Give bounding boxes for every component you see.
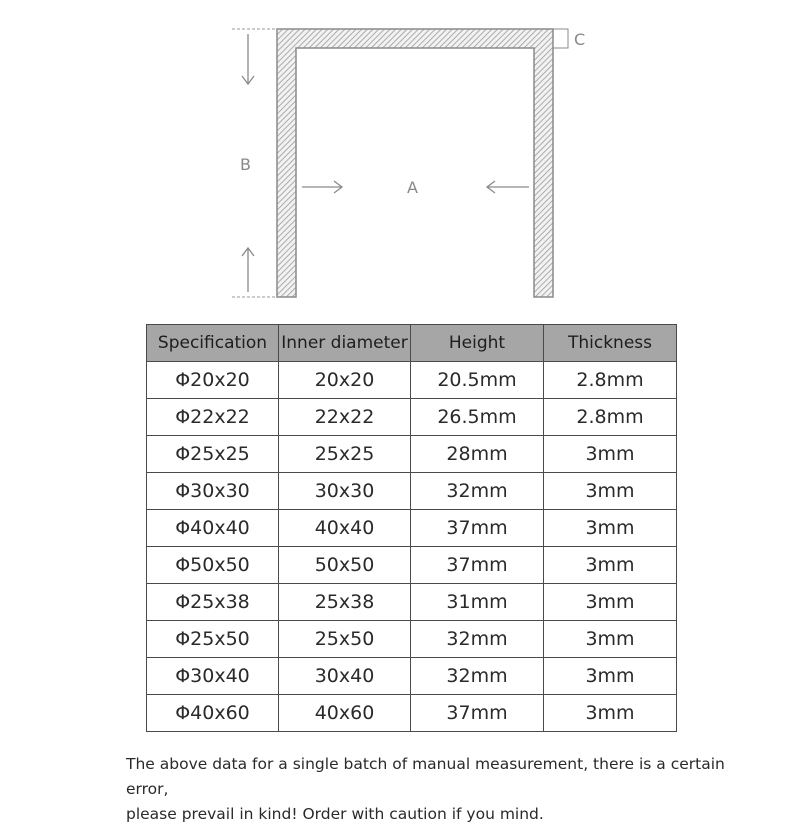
cell-inner-diameter: 30x30	[279, 473, 411, 510]
cell-specification: Φ40x40	[147, 510, 279, 547]
cell-inner-diameter: 40x60	[279, 695, 411, 732]
table-row	[147, 510, 677, 547]
cell-thickness: 3mm	[544, 584, 677, 621]
specification-table	[146, 324, 677, 732]
table-row	[147, 584, 677, 621]
cell-thickness: 3mm	[544, 621, 677, 658]
cell-thickness: 3mm	[544, 436, 677, 473]
cell-thickness: 3mm	[544, 547, 677, 584]
cell-thickness: 3mm	[544, 695, 677, 732]
cell-inner-diameter: 30x40	[279, 658, 411, 695]
cell-specification: Φ20x20	[147, 362, 279, 399]
disclaimer-line-1: The above data for a single batch of manual measurement, there is a certain error,	[126, 755, 725, 798]
cell-specification: Φ30x30	[147, 473, 279, 510]
dimension-label-b: B	[240, 155, 251, 174]
table-row	[147, 473, 677, 510]
height-arrow-down	[242, 34, 254, 84]
dimension-label-a: A	[407, 178, 418, 197]
table-row	[147, 436, 677, 473]
cell-height: 28mm	[411, 436, 544, 473]
cell-inner-diameter: 25x50	[279, 621, 411, 658]
header-height: Height	[411, 325, 544, 362]
measurement-disclaimer	[126, 752, 766, 827]
header-thickness: Thickness	[544, 325, 677, 362]
cell-specification: Φ50x50	[147, 547, 279, 584]
cell-specification: Φ25x38	[147, 584, 279, 621]
cell-inner-diameter: 25x25	[279, 436, 411, 473]
cell-inner-diameter: 22x22	[279, 399, 411, 436]
cell-specification: Φ25x25	[147, 436, 279, 473]
table-header-row	[147, 325, 677, 362]
cell-height: 31mm	[411, 584, 544, 621]
table-row	[147, 362, 677, 399]
cell-thickness: 2.8mm	[544, 399, 677, 436]
inner-width-arrow-left	[487, 181, 529, 193]
cell-specification: Φ30x40	[147, 658, 279, 695]
height-arrow-up	[242, 248, 254, 292]
header-inner-diameter: Inner diameter	[279, 325, 411, 362]
cell-specification: Φ40x60	[147, 695, 279, 732]
cell-specification: Φ22x22	[147, 399, 279, 436]
cell-thickness: 3mm	[544, 473, 677, 510]
cell-inner-diameter: 20x20	[279, 362, 411, 399]
cell-height: 32mm	[411, 621, 544, 658]
cell-height: 32mm	[411, 473, 544, 510]
cell-thickness: 3mm	[544, 510, 677, 547]
cell-specification: Φ25x50	[147, 621, 279, 658]
disclaimer-line-2: please prevail in kind! Order with caution if you mind.	[126, 805, 544, 823]
crucible-cross-section-diagram	[0, 0, 790, 320]
dimension-label-c: C	[574, 30, 586, 49]
cell-height: 32mm	[411, 658, 544, 695]
cell-height: 20.5mm	[411, 362, 544, 399]
table-row	[147, 399, 677, 436]
table-row	[147, 621, 677, 658]
cell-height: 37mm	[411, 695, 544, 732]
cell-inner-diameter: 25x38	[279, 584, 411, 621]
cell-thickness: 3mm	[544, 658, 677, 695]
inner-width-arrow-right	[302, 181, 342, 193]
cell-inner-diameter: 40x40	[279, 510, 411, 547]
thickness-bracket	[553, 29, 568, 48]
cell-thickness: 2.8mm	[544, 362, 677, 399]
table-row	[147, 658, 677, 695]
cell-height: 37mm	[411, 510, 544, 547]
header-specification: Specification	[147, 325, 279, 362]
table-row	[147, 547, 677, 584]
cell-height: 26.5mm	[411, 399, 544, 436]
cell-height: 37mm	[411, 547, 544, 584]
table-row	[147, 695, 677, 732]
crucible-wall	[277, 29, 553, 297]
cell-inner-diameter: 50x50	[279, 547, 411, 584]
